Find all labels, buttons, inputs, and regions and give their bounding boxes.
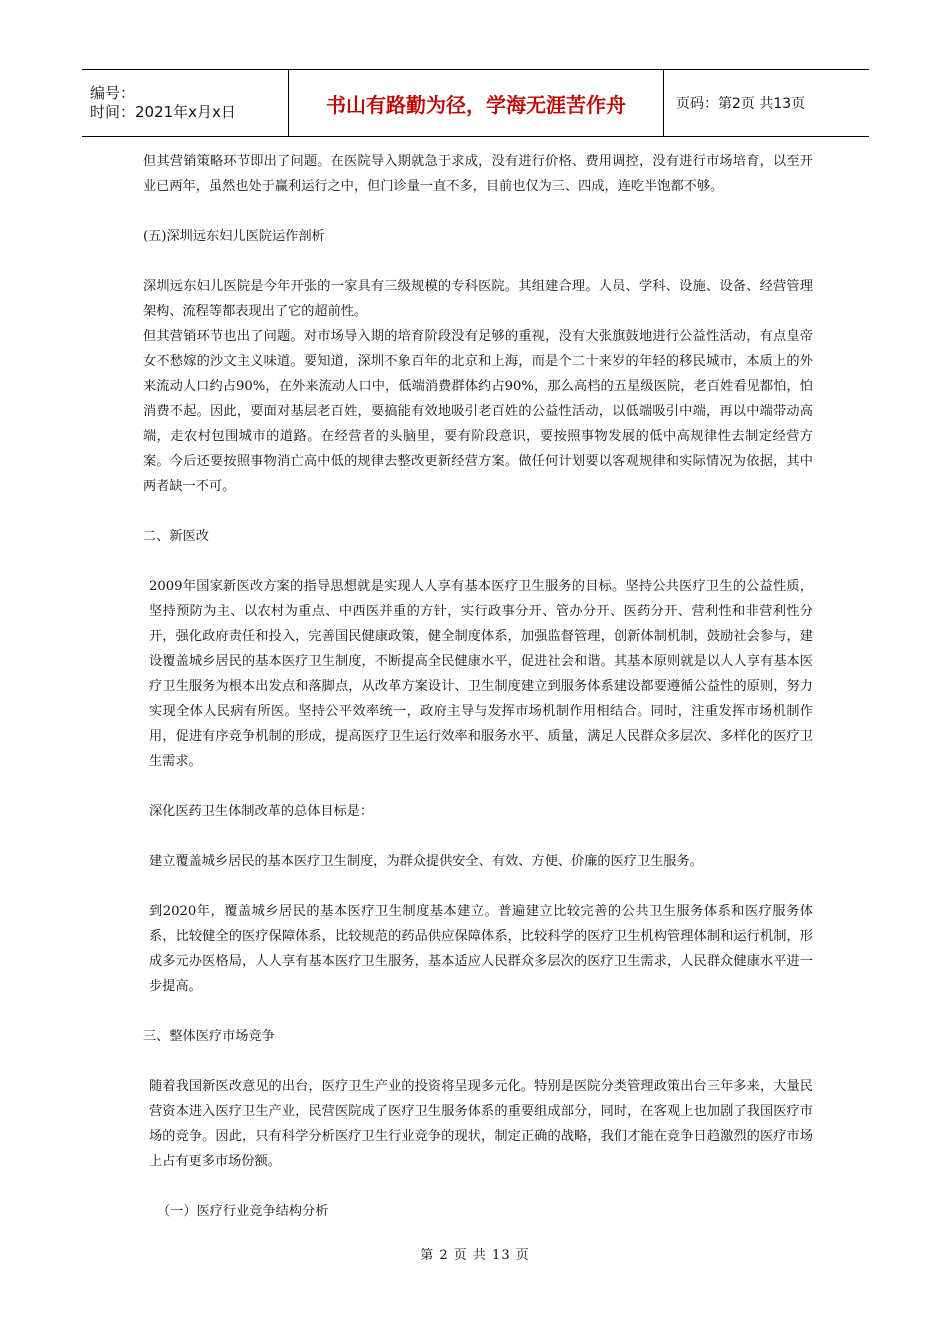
paragraph: 但其营销策略环节即出了问题。在医院导入期就急于求成，没有进行价格、费用调控，没有进行市场培育，以至开业已两年，虽然也处于赢利运行之中，但门诊量一直不多，目前也仅为三、四成，连吃半饱都不够。 (143, 154, 813, 194)
header-meta (82, 70, 289, 136)
document-time-label: 时间：2021年x月x日 (90, 103, 236, 121)
paragraph: 深圳远东妇儿医院是今年开张的一家具有三级规模的专科医院。其组建合理。人员、学科、设施、设备、经营管理架构、流程等都表现出了它的超前性。 (143, 279, 813, 319)
subsection-heading: （一）医疗行业竞争结构分析 (157, 1204, 329, 1219)
page-footer: 第 2 页 共 13 页 (420, 1248, 530, 1263)
page-header (82, 69, 869, 137)
section-heading: 三、整体医疗市场竞争 (143, 1029, 275, 1044)
paragraph: 深化医药卫生体制改革的总体目标是： (149, 804, 374, 819)
paragraph: 2009年国家新医改方案的指导思想就是实现人人享有基本医疗卫生服务的目标。坚持公共医疗卫生的公益性质，坚持预防为主、以农村为重点、中西医并重的方针，实行政事分开、管办分开、医药分开、营利性和非营利性分开，强化政府责任和投入，完善国民健康政策，健全制度体系，加强监督管理，创新体制机制，鼓励社会参与，建设覆盖城乡居民的基本医疗卫生制度，不断提高全民健康水平，促进社会和谐。其基本原则就是以人人享有基本医疗卫生服务为根本出发点和落脚点，从改革方案设计、卫生制度建立到服务体系建设都要遵循公益性的原则，努力实现全体人民病有所医。坚持公平效率统一，政府主导与发挥市场机制作用相结合。同时，注重发挥市场机制作用，促进有序竞争机制的形成，提高医疗卫生运行效率和服务水平、质量，满足人民群众多层次、多样化的医疗卫生需求。 (149, 579, 813, 769)
document-body (143, 149, 813, 1224)
paragraph: 建立覆盖城乡居民的基本医疗卫生制度，为群众提供安全、有效、方便、价廉的医疗卫生服务。 (149, 854, 703, 869)
section-heading: (五)深圳远东妇儿医院运作剖析 (143, 229, 325, 244)
paragraph: 随着我国新医改意见的出台，医疗卫生产业的投资将呈现多元化。特别是医院分类管理政策出台三年多来，大量民营资本进入医疗卫生产业，民营医院成了医疗卫生服务体系的重要组成部分，同时，在客观上也加剧了我国医疗市场的竞争。因此，只有科学分析医疗卫生行业竞争的现状，制定正确的战略，我们才能在竞争日趋激烈的医疗市场上占有更多市场份额。 (149, 1079, 813, 1169)
header-motto: 书山有路勤为径，学海无涯苦作舟 (289, 70, 664, 136)
paragraph: 到2020年，覆盖城乡居民的基本医疗卫生制度基本建立。普遍建立比较完善的公共卫生服务体系和医疗服务体系，比较健全的医疗保障体系，比较规范的药品供应保障体系，比较科学的医疗卫生机构管理体制和运行机制，形成多元办医格局，人人享有基本医疗卫生服务，基本适应人民群众多层次的医疗卫生需求，人民群众健康水平进一步提高。 (149, 904, 813, 994)
document-number-label: 编号： (90, 84, 136, 102)
paragraph: 但其营销环节也出了问题。对市场导入期的培育阶段没有足够的重视，没有大张旗鼓地进行公益性活动，有点皇帝女不愁嫁的沙文主义味道。要知道，深圳不象百年的北京和上海，而是个二十来岁的年轻的移民城市，本质上的外来流动人口约占90%，在外来流动人口中，低端消费群体约占90%，那么高档的五星级医院，老百姓看见都怕，怕消费不起。因此，要面对基层老百姓，要搞能有效地吸引老百姓的公益性活动，以低端吸引中端，再以中端带动高端，走农村包围城市的道路。在经营者的头脑里，要有阶段意识，要按照事物发展的低中高规律性去制定经营方案。今后还要按照事物消亡高中低的规律去整改更新经营方案。做任何计划要以客观规律和实际情况为依据，其中两者缺一不可。 (143, 329, 813, 494)
header-page-label: 页码：第2页 共13页 (676, 96, 806, 112)
section-heading: 二、新医改 (143, 529, 209, 544)
